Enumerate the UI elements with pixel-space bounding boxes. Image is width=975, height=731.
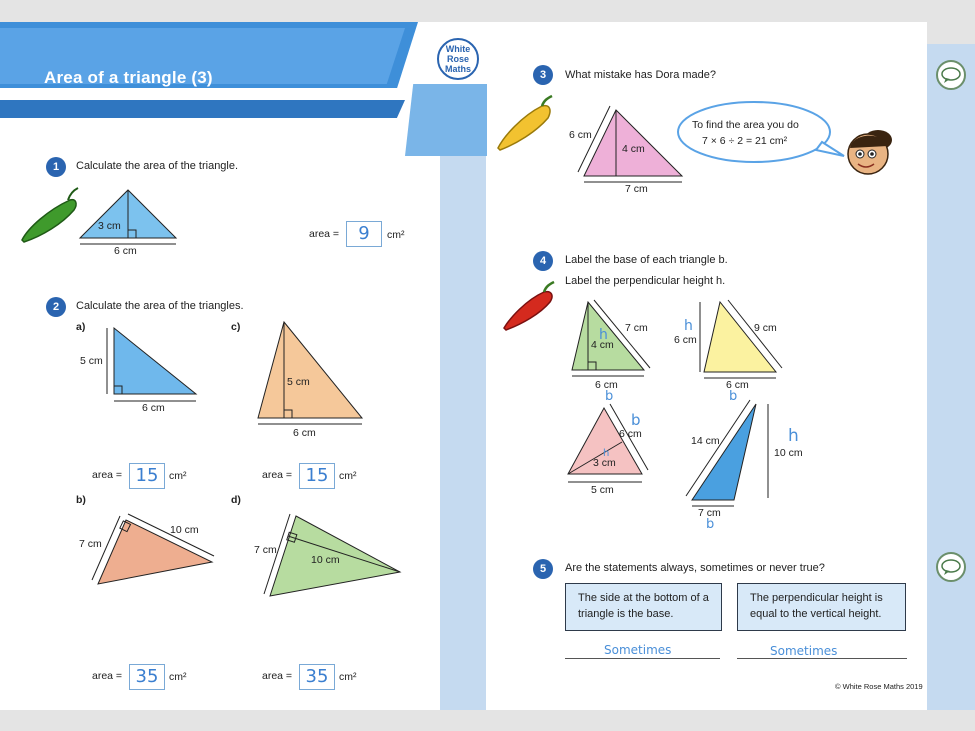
q4-t4-side-label: 14 cm <box>691 435 720 447</box>
q4-t1-base-label: 6 cm <box>595 379 618 391</box>
q3-side-label: 6 cm <box>569 129 592 141</box>
question-5-number: 5 <box>533 559 553 579</box>
statement-2-answer[interactable]: Sometimes <box>770 644 838 658</box>
statement-1-answer[interactable]: Sometimes <box>604 643 672 657</box>
logo-line-1: White <box>445 44 471 54</box>
q2c-base-label: 6 cm <box>293 427 316 439</box>
q2b-answer-box[interactable]: 35 <box>129 664 165 690</box>
q3-base-label: 7 cm <box>625 183 648 195</box>
dora-face-icon <box>844 126 900 178</box>
q2b-letter: b) <box>76 494 86 506</box>
q4-t2-base-label: 6 cm <box>726 379 749 391</box>
q2a-area-label: area = <box>92 469 123 481</box>
q2d-area-label: area = <box>262 670 293 682</box>
q4-t4-base-label: 7 cm <box>698 507 721 519</box>
statement-card-2: The perpendicular height is equal to the vertical height. <box>737 583 906 631</box>
question-4-text-2: Label the perpendicular height h. <box>565 275 726 287</box>
q1-base-label: 6 cm <box>114 245 137 257</box>
discussion-bubble-button-top[interactable] <box>936 60 966 90</box>
q2a-triangle <box>104 326 204 412</box>
logo-line-3: Maths <box>444 64 471 74</box>
q1-height-label: 3 cm <box>98 220 121 232</box>
q2c-unit: cm² <box>339 470 357 482</box>
q3-height-label: 4 cm <box>622 143 645 155</box>
page-title: Area of a triangle (3) <box>44 68 213 87</box>
q2c-area-label: area = <box>262 469 293 481</box>
q2d-side1-label: 7 cm <box>254 544 277 556</box>
statement-2-answer-line <box>737 658 907 659</box>
q2a-letter: a) <box>76 321 86 333</box>
green-chilli-icon <box>18 188 80 244</box>
q4-t2-mark-h: h <box>684 318 693 334</box>
speech-bubble-icon <box>941 66 961 84</box>
q2d-unit: cm² <box>339 671 357 683</box>
q2c-answer-box[interactable]: 15 <box>299 463 335 489</box>
left-page-side-strip <box>440 150 486 710</box>
q2b-side2-label: 10 cm <box>170 524 199 536</box>
discussion-bubble-button-bottom[interactable] <box>936 552 966 582</box>
q2a-answer-box[interactable]: 15 <box>129 463 165 489</box>
red-chilli-icon <box>500 282 556 332</box>
speech-line-2: 7 × 6 ÷ 2 = 21 cm² <box>702 135 788 147</box>
q4-t4-height-label: 10 cm <box>774 447 803 459</box>
q4-t4-mark-b: b <box>706 517 715 532</box>
q4-t1-mark-b: b <box>605 389 614 404</box>
q4-t3-base-label: 5 cm <box>591 484 614 496</box>
question-2-number: 2 <box>46 297 66 317</box>
q2c-letter: c) <box>231 321 241 333</box>
q2d-letter: d) <box>231 494 241 506</box>
right-strip-decoration <box>405 84 487 156</box>
q4-t1-mark-h: h <box>599 327 608 343</box>
speech-line-1: To find the area you do <box>692 119 799 131</box>
q2a-height-label: 5 cm <box>80 355 103 367</box>
q2c-height-label: 5 cm <box>287 376 310 388</box>
q2d-side2-label: 10 cm <box>311 554 340 566</box>
question-3-number: 3 <box>533 65 553 85</box>
question-1-number: 1 <box>46 157 66 177</box>
speech-bubble-icon <box>941 558 961 576</box>
q2a-base-label: 6 cm <box>142 402 165 414</box>
question-4-text-1: Label the base of each triangle b. <box>565 254 728 266</box>
q2b-unit: cm² <box>169 671 187 683</box>
q1-answer-box[interactable]: 9 <box>346 221 382 247</box>
q2b-side1-label: 7 cm <box>79 538 102 550</box>
q1-unit: cm² <box>387 229 405 241</box>
copyright: © White Rose Maths 2019 <box>835 682 923 691</box>
logo-line-2: Rose <box>446 54 469 64</box>
q2b-area-label: area = <box>92 670 123 682</box>
title-banner-shadow <box>0 100 405 118</box>
q2d-answer-box[interactable]: 35 <box>299 664 335 690</box>
question-4-number: 4 <box>533 251 553 271</box>
q4-t3-side-label: 6 cm <box>619 428 642 440</box>
yellow-chilli-icon <box>494 96 556 152</box>
q2a-unit: cm² <box>169 470 187 482</box>
question-1-text: Calculate the area of the triangle. <box>76 160 239 172</box>
q4-t3-height-label: 3 cm <box>593 457 616 469</box>
question-3-text: What mistake has Dora made? <box>565 69 717 81</box>
white-rose-maths-logo <box>437 38 479 80</box>
q4-t4-mark-h: h <box>788 426 799 446</box>
speech-bubble <box>676 100 846 166</box>
q4-t3-mark-b: b <box>631 411 641 429</box>
q1-triangle <box>78 188 178 248</box>
question-5-text: Are the statements always, sometimes or never true? <box>565 562 825 574</box>
q1-area-label: area = <box>309 228 340 240</box>
q4-t1-height-label: 4 cm <box>591 339 614 351</box>
statement-1-answer-line <box>565 658 720 659</box>
q4-t2-mark-b: b <box>729 389 738 404</box>
q2b-triangle <box>90 512 220 588</box>
q4-t2-side-label: 9 cm <box>754 322 777 334</box>
right-page-side-strip <box>927 44 975 710</box>
q4-t3-mark-h: h <box>603 448 610 459</box>
q4-triangle-4 <box>684 400 776 512</box>
q2c-triangle <box>256 320 366 428</box>
q4-triangle-2 <box>698 300 786 380</box>
q4-t1-side-label: 7 cm <box>625 322 648 334</box>
question-2-text: Calculate the area of the triangles. <box>76 300 244 312</box>
q4-t2-height-label: 6 cm <box>674 334 697 346</box>
statement-card-1: The side at the bottom of a triangle is the base. <box>565 583 722 631</box>
